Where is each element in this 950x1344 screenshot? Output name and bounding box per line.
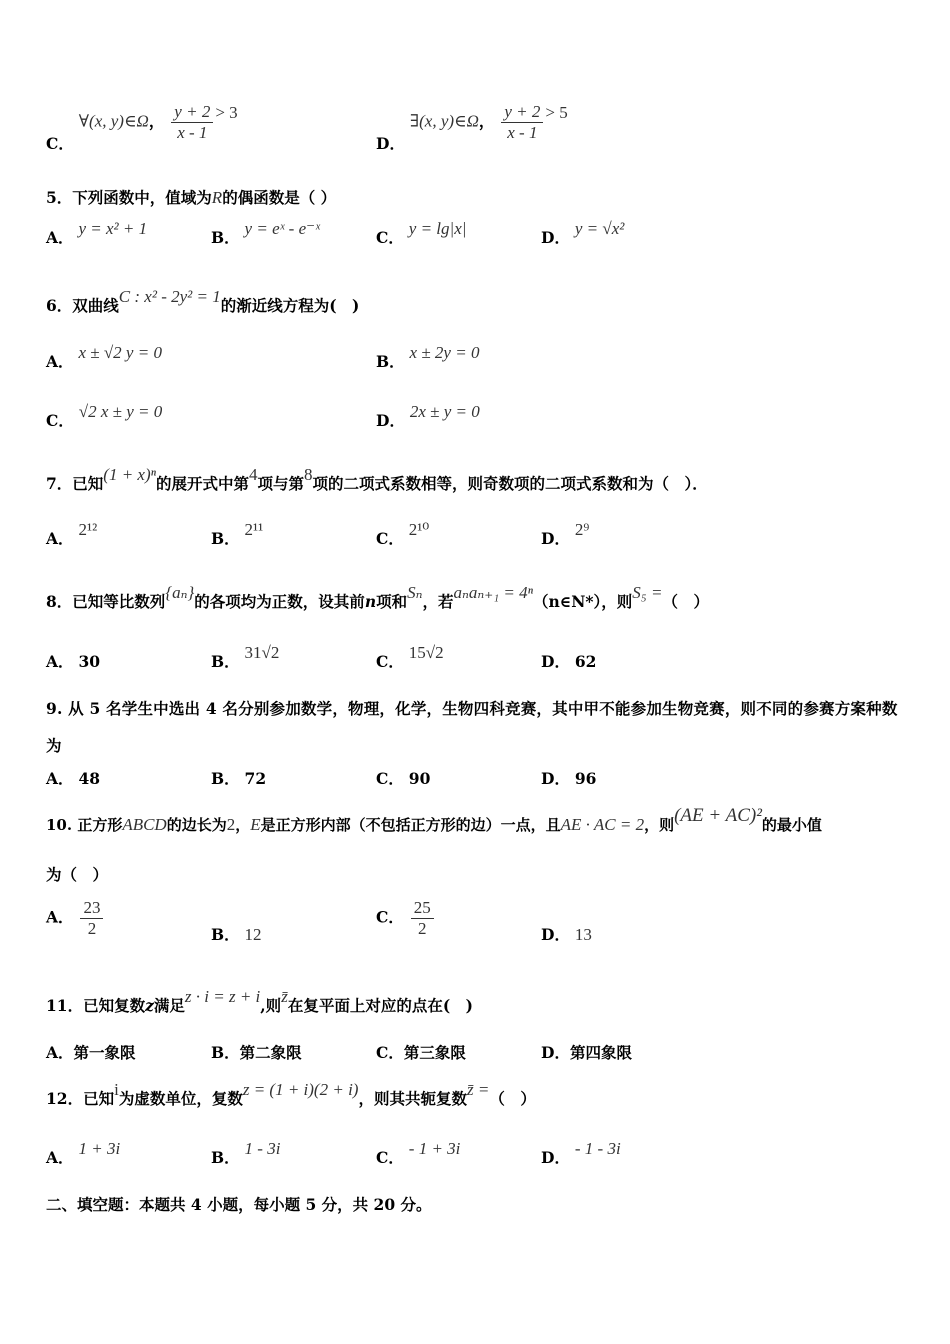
numerator: 25	[411, 898, 434, 919]
denominator: x - 1	[177, 123, 208, 142]
math-expression: 2x ± y = 0	[409, 402, 480, 421]
q12-option-c	[376, 1139, 461, 1168]
question-text: ，若	[422, 592, 454, 611]
option-label: C．	[376, 769, 404, 788]
math-expression: S₅ =	[632, 583, 663, 602]
math-expression: z = (1 + i)(2 + i)	[242, 1080, 359, 1099]
math-expression: 4	[249, 465, 258, 484]
math-expression: 2⁹	[574, 520, 590, 539]
option-label: C．	[46, 133, 74, 153]
numerator: y + 2	[171, 102, 213, 123]
math-expression: - 1 + 3i	[408, 1139, 461, 1158]
option-label: A．	[46, 652, 74, 671]
question-text: 的渐近线方程为( )	[220, 296, 360, 315]
math-expression: AE · AC = 2	[560, 815, 645, 834]
option-label: C．	[376, 529, 404, 548]
question-text: （n∈N*），则	[533, 592, 633, 611]
question-text: ，则	[644, 816, 675, 834]
q11-option-b	[211, 1041, 302, 1063]
math-expression: E	[250, 815, 261, 834]
q12-option-d	[541, 1139, 621, 1168]
question-text: ，	[235, 816, 251, 834]
option-label: C．	[376, 907, 404, 927]
q7-option-d	[541, 520, 590, 549]
question-text: （ ）	[662, 592, 709, 611]
math-expression: > 3	[215, 102, 238, 122]
q9-option-d	[541, 767, 596, 789]
math-expression: y = x² + 1	[78, 219, 148, 238]
denominator: 2	[418, 919, 427, 938]
math-expression: {aₙ}	[165, 583, 195, 602]
question-11	[46, 987, 473, 1016]
question-text: 11．已知复数	[46, 996, 146, 1015]
math-expression: 2¹¹	[244, 520, 264, 539]
option-label: C．	[46, 411, 74, 430]
q8-option-d	[541, 650, 596, 672]
option-label: D．	[376, 133, 405, 153]
question-7	[46, 465, 708, 494]
q9-option-b	[211, 767, 266, 789]
option-label: A．	[46, 1043, 74, 1062]
question-text: 的展开式中第	[156, 474, 250, 493]
question-text: 8．已知等比数列	[46, 592, 166, 611]
q9-option-a	[46, 767, 100, 789]
q8-option-b	[211, 643, 280, 672]
q4-option-d	[376, 102, 568, 153]
q11-option-a	[46, 1041, 136, 1063]
math-expression: 13	[574, 925, 592, 944]
question-9-line-1: 9. 从 5 名学生中选出 4 名分别参加数学，物理，化学，生物四科竞赛，其中甲不能参加生物竞赛，则不同的参赛方案种数	[46, 699, 898, 718]
math-expression: - 1 - 3i	[574, 1139, 621, 1158]
numerator: 23	[80, 898, 103, 919]
math-expression: 8	[304, 465, 313, 484]
fraction	[501, 102, 543, 143]
q10-option-d	[541, 923, 592, 945]
denominator: 2	[87, 919, 97, 938]
q6-option-a	[46, 343, 162, 372]
math-expression: ∀(x, y)∈Ω	[78, 111, 149, 131]
q5-option-c	[376, 219, 467, 248]
section-2-heading: 二、填空题：本题共 4 小题，每小题 5 分，共 20 分。	[46, 1195, 432, 1214]
numerator: y + 2	[501, 102, 543, 123]
option-value: 第二象限	[239, 1043, 302, 1062]
math-expression: aₙaₙ₊₁ = 4ⁿ	[453, 583, 534, 602]
question-text: 7．已知	[46, 474, 104, 493]
math-expression: i	[114, 1080, 119, 1099]
question-text: 项和	[376, 592, 408, 611]
math-expression: z · i = z + i	[184, 987, 261, 1006]
question-text: 6．双曲线	[46, 296, 119, 315]
option-value: 48	[78, 769, 101, 788]
q11-option-d	[541, 1041, 632, 1063]
question-text: 的偶函数是（ ）	[222, 188, 337, 207]
math-expression: ABCD	[122, 815, 167, 834]
q8-option-a	[46, 650, 100, 672]
question-8	[46, 583, 709, 612]
q4-option-c	[46, 102, 238, 153]
question-12	[46, 1080, 536, 1109]
math-expression: 2	[226, 815, 236, 834]
question-text: 项与第	[257, 474, 305, 493]
option-label: B．	[211, 769, 240, 788]
question-10	[46, 805, 822, 836]
q5-option-b	[211, 219, 320, 248]
q7-option-a	[46, 520, 98, 549]
q10-option-c	[376, 898, 436, 939]
math-expression: x ± 2y = 0	[409, 343, 480, 362]
question-9-line-2: 为	[46, 736, 62, 755]
option-label: A．	[46, 769, 74, 788]
math-expression: 1 - 3i	[244, 1139, 281, 1158]
math-expression: y = √x²	[574, 219, 625, 238]
question-text: ,则	[260, 996, 282, 1015]
math-expression: 31√2	[244, 643, 280, 662]
option-value: 90	[408, 769, 431, 788]
option-label: D．	[541, 652, 570, 671]
separator: ，	[478, 111, 495, 131]
option-label: B．	[211, 652, 240, 671]
option-label: C．	[376, 228, 404, 247]
fraction	[80, 898, 103, 939]
question-text: 在复平面上对应的点在( )	[287, 996, 473, 1015]
option-value: 第四象限	[569, 1043, 632, 1062]
denominator: x - 1	[507, 123, 538, 142]
option-label: A．	[46, 352, 74, 371]
math-expression: x ± √2 y = 0	[78, 343, 162, 362]
question-text: 5．下列函数中，值域为	[46, 188, 212, 207]
option-label: B．	[211, 1148, 240, 1167]
option-value: 第三象限	[403, 1043, 466, 1062]
question-text: 是正方形内部（不包括正方形的边）一点，且	[260, 816, 561, 834]
question-text: 项的二项式系数相等，则奇数项的二项式系数和为（ ）．	[312, 474, 708, 493]
math-expression: R	[211, 188, 223, 207]
option-label: C．	[376, 1148, 404, 1167]
option-label: B．	[211, 1043, 240, 1062]
option-label: B．	[211, 529, 240, 548]
option-label: C．	[376, 652, 404, 671]
question-10-line-2: 为（ ）	[46, 865, 109, 884]
option-label: B．	[211, 925, 240, 944]
math-expression: 2¹²	[78, 520, 98, 539]
question-5	[46, 186, 336, 208]
option-value: 62	[574, 652, 597, 671]
q12-option-b	[211, 1139, 281, 1168]
option-value: 30	[78, 652, 101, 671]
option-label: D．	[541, 925, 570, 944]
math-expression: 1 + 3i	[78, 1139, 121, 1158]
question-text: 的最小值	[761, 816, 822, 834]
q7-option-c	[376, 520, 430, 549]
option-label: B．	[376, 352, 405, 371]
option-label: D．	[541, 1043, 570, 1062]
q11-option-c	[376, 1041, 466, 1063]
option-value: 72	[244, 769, 267, 788]
option-value: 96	[574, 769, 597, 788]
question-text: 12．已知	[46, 1089, 115, 1108]
q5-option-a	[46, 219, 148, 248]
q6-option-c	[46, 402, 163, 431]
option-label: A．	[46, 529, 74, 548]
option-label: D．	[376, 411, 405, 430]
option-label: D．	[541, 228, 570, 247]
option-label: D．	[541, 529, 570, 548]
question-text: 10. 正方形	[46, 816, 123, 834]
q5-option-d	[541, 219, 625, 248]
question-text: 的各项均为正数，设其前	[194, 592, 365, 611]
option-label: D．	[541, 1148, 570, 1167]
math-expression: 12	[244, 925, 262, 944]
math-expression: y = lg|x|	[408, 219, 467, 238]
q9-option-c	[376, 767, 430, 789]
option-label: A．	[46, 228, 74, 247]
question-text: 的边长为	[166, 816, 227, 834]
q12-option-a	[46, 1139, 121, 1168]
q8-option-c	[376, 643, 444, 672]
fraction	[171, 102, 213, 143]
math-expression: z	[145, 996, 154, 1015]
separator: ，	[148, 111, 165, 131]
q6-option-d	[376, 402, 480, 431]
option-label: C．	[376, 1043, 404, 1062]
option-label: A．	[46, 1148, 74, 1167]
option-label: D．	[541, 769, 570, 788]
q6-option-b	[376, 343, 480, 372]
math-expression: n	[364, 592, 377, 611]
math-expression: C : x² - 2y² = 1	[118, 287, 221, 306]
math-expression: (AE + AC)²	[674, 805, 762, 826]
math-expression: z̄	[281, 987, 288, 1006]
q10-option-a	[46, 898, 105, 939]
option-value: 第一象限	[73, 1043, 136, 1062]
math-expression: 2¹⁰	[408, 520, 430, 539]
math-expression: > 5	[545, 102, 568, 122]
math-expression: ∃(x, y)∈Ω	[409, 111, 479, 131]
math-expression: (1 + x)ⁿ	[103, 465, 156, 484]
question-6	[46, 287, 360, 316]
math-expression: √2 x ± y = 0	[78, 402, 163, 421]
fraction	[411, 898, 434, 939]
q10-option-b	[211, 923, 262, 945]
math-expression: z̄ =	[466, 1080, 490, 1099]
math-expression: 15√2	[408, 643, 444, 662]
question-text: （ ）	[489, 1089, 536, 1108]
option-label: A．	[46, 907, 74, 927]
question-text: ，则其共轭复数	[358, 1089, 467, 1108]
math-expression: Sₙ	[407, 583, 423, 602]
option-label: B．	[211, 228, 240, 247]
question-text: 满足	[153, 996, 185, 1015]
q7-option-b	[211, 520, 264, 549]
question-text: 为虚数单位，复数	[118, 1089, 243, 1108]
math-expression: y = eˣ - e⁻ˣ	[244, 219, 320, 238]
